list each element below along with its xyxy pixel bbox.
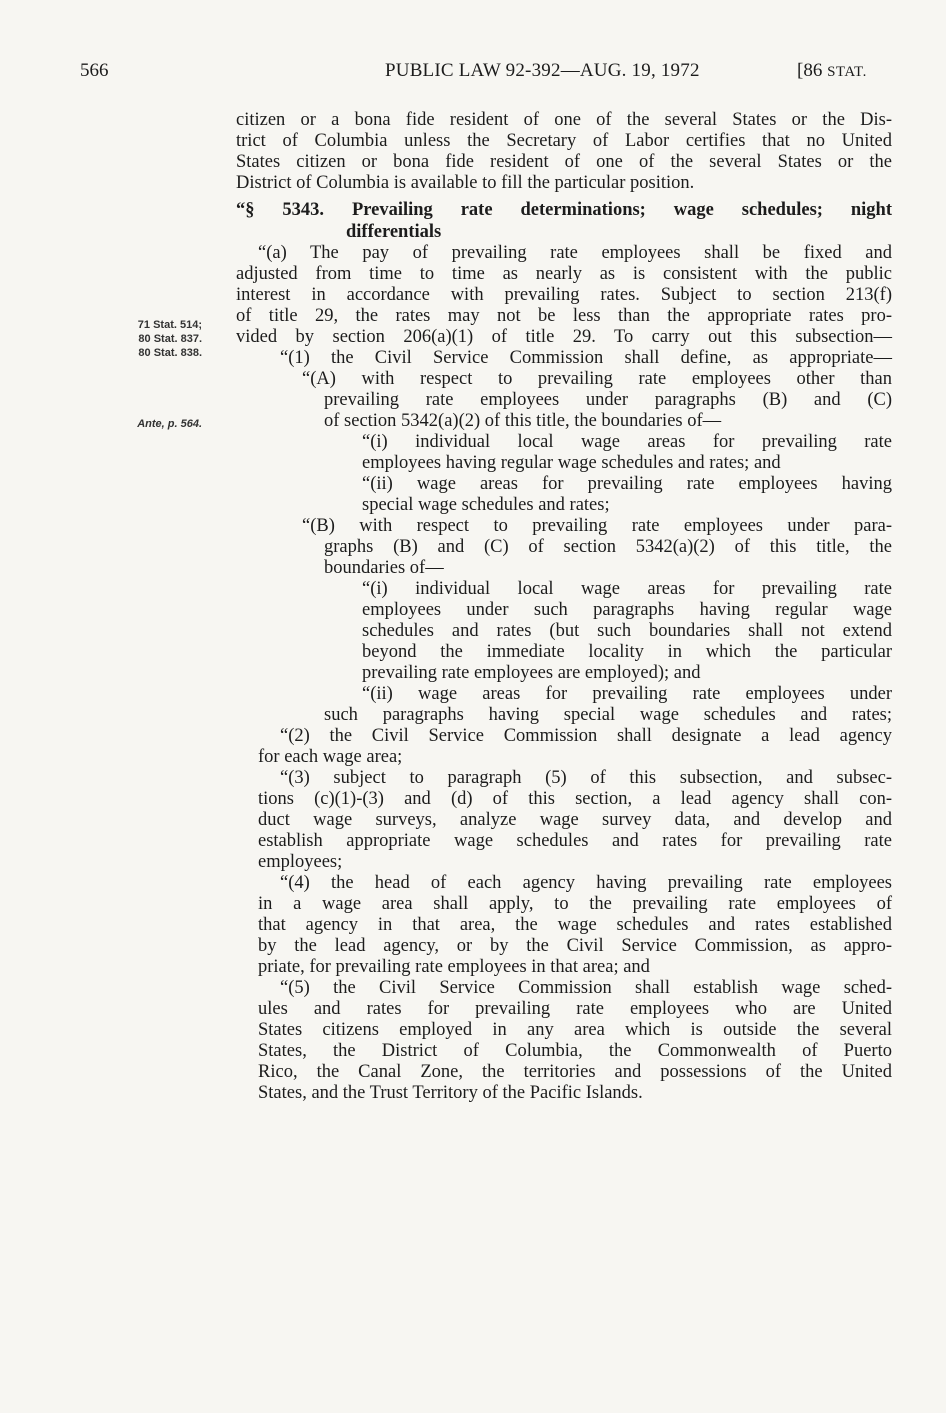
text-line: duct wage surveys, analyze wage survey data, and develop and	[258, 810, 892, 830]
text-line: priate, for prevailing rate employees in that area; and	[258, 957, 650, 977]
text-line: States, the District of Columbia, the Commonwealth of Puerto	[258, 1041, 892, 1061]
text-line: establish appropriate wage schedules and rates for prevailing rate	[258, 831, 892, 851]
text-line: citizen or a bona fide resident of one of the several States or the Dis-	[236, 110, 892, 130]
text-line: trict of Columbia unless the Secretary of Labor certifies that no United	[236, 131, 892, 151]
text-line: “(i) individual local wage areas for prevailing rate	[362, 432, 892, 452]
text-line: boundaries of—	[324, 558, 444, 578]
item-1-A-i	[236, 432, 892, 474]
running-title: PUBLIC LAW 92-392—AUG. 19, 1972	[385, 60, 700, 81]
text-line: by the lead agency, or by the Civil Service Commission, as appro-	[258, 936, 892, 956]
text-line: schedules and rates (but such boundaries shall not extend	[362, 621, 892, 641]
text-line: prevailing rate employees under paragraphs (B) and (C)	[324, 390, 892, 410]
text-line: District of Columbia is available to fill the particular position.	[236, 173, 695, 193]
text-line: employees having regular wage schedules and rates; and	[362, 453, 781, 473]
text-line: employees under such paragraphs having regular wage	[362, 600, 892, 620]
text-line: of title 29, the rates may not be less than the appropriate rates pro-	[236, 306, 892, 326]
item-1-B-i	[236, 579, 892, 684]
item-3	[236, 768, 892, 873]
text-line: in a wage area shall apply, to the prevailing rate employees of	[258, 894, 892, 914]
text-line: of section 5342(a)(2) of this title, the boundaries of—	[324, 411, 722, 431]
text-line: “(3) subject to paragraph (5) of this subsection, and subsec-	[280, 768, 892, 788]
margin-note-ante-p-564: Ante, p. 564.	[137, 418, 202, 430]
text-line: adjusted from time to time as nearly as is consistent with the public	[236, 264, 892, 284]
text-line: such paragraphs having special wage schedules and rates;	[324, 705, 892, 725]
margin-note-80-stat-837: 80 Stat. 837.	[138, 333, 202, 345]
continuation-paragraph	[236, 110, 892, 194]
text-line: vided by section 206(a)(1) of title 29. To carry out this subsection—	[236, 327, 892, 347]
text-line: for each wage area;	[258, 747, 403, 767]
heading-line: “§ 5343. Prevailing rate determinations; wage schedules; night	[236, 200, 892, 220]
statute-volume-ref	[797, 60, 867, 82]
item-2	[236, 726, 892, 768]
text-line: “(a) The pay of prevailing rate employees shall be fixed and	[258, 243, 892, 263]
text-line: “(1) the Civil Service Commission shall define, as appropriate—	[280, 348, 892, 368]
statute-volume-word: STAT.	[827, 64, 867, 80]
text-line: interest in accordance with prevailing rates. Subject to section 213(f)	[236, 285, 892, 305]
text-line: States citizens employed in any area which is outside the several	[258, 1020, 892, 1040]
text-line: ules and rates for prevailing rate employees who are United	[258, 999, 892, 1019]
item-4	[236, 873, 892, 978]
text-line: States citizen or bona fide resident of one of the several States or the	[236, 152, 892, 172]
margin-note-80-stat-838: 80 Stat. 838.	[138, 347, 202, 359]
text-line: “(B) with respect to prevailing rate employees under para-	[302, 516, 892, 536]
body-text	[236, 110, 892, 1104]
item-5	[236, 978, 892, 1104]
item-1-B	[236, 516, 892, 579]
text-line: prevailing rate employees are employed); and	[362, 663, 701, 683]
page-header	[0, 60, 946, 90]
paragraph-a	[236, 243, 892, 348]
item-1-A	[236, 369, 892, 432]
text-line: “(i) individual local wage areas for prevailing rate	[362, 579, 892, 599]
text-line: “(ii) wage areas for prevailing rate employees under	[362, 684, 892, 704]
text-line: beyond the immediate locality in which the particular	[362, 642, 892, 662]
text-line: tions (c)(1)-(3) and (d) of this section, a lead agency shall con-	[258, 789, 892, 809]
text-line: that agency in that area, the wage schedules and rates established	[258, 915, 892, 935]
text-line: Rico, the Canal Zone, the territories and possessions of the United	[258, 1062, 892, 1082]
text-line: “(2) the Civil Service Commission shall designate a lead agency	[280, 726, 892, 746]
text-line: “(5) the Civil Service Commission shall establish wage sched-	[280, 978, 892, 998]
item-1-A-ii	[236, 474, 892, 516]
heading-line: differentials	[346, 222, 442, 242]
item-1-B-ii	[236, 684, 892, 726]
text-line: “(A) with respect to prevailing rate employees other than	[302, 369, 892, 389]
text-line: employees;	[258, 852, 343, 872]
text-line: “(4) the head of each agency having prevailing rate employees	[280, 873, 892, 893]
text-line: special wage schedules and rates;	[362, 495, 610, 515]
text-line: States, and the Trust Territory of the Pacific Islands.	[258, 1083, 643, 1103]
section-heading	[236, 199, 892, 243]
margin-note-71-stat-514: 71 Stat. 514;	[137, 319, 202, 331]
text-line: graphs (B) and (C) of section 5342(a)(2) of this title, the	[324, 537, 892, 557]
text-line: “(ii) wage areas for prevailing rate employees having	[362, 474, 892, 494]
statute-volume-prefix: [86	[797, 60, 828, 81]
page-number: 566	[80, 60, 109, 81]
item-1	[236, 348, 892, 369]
